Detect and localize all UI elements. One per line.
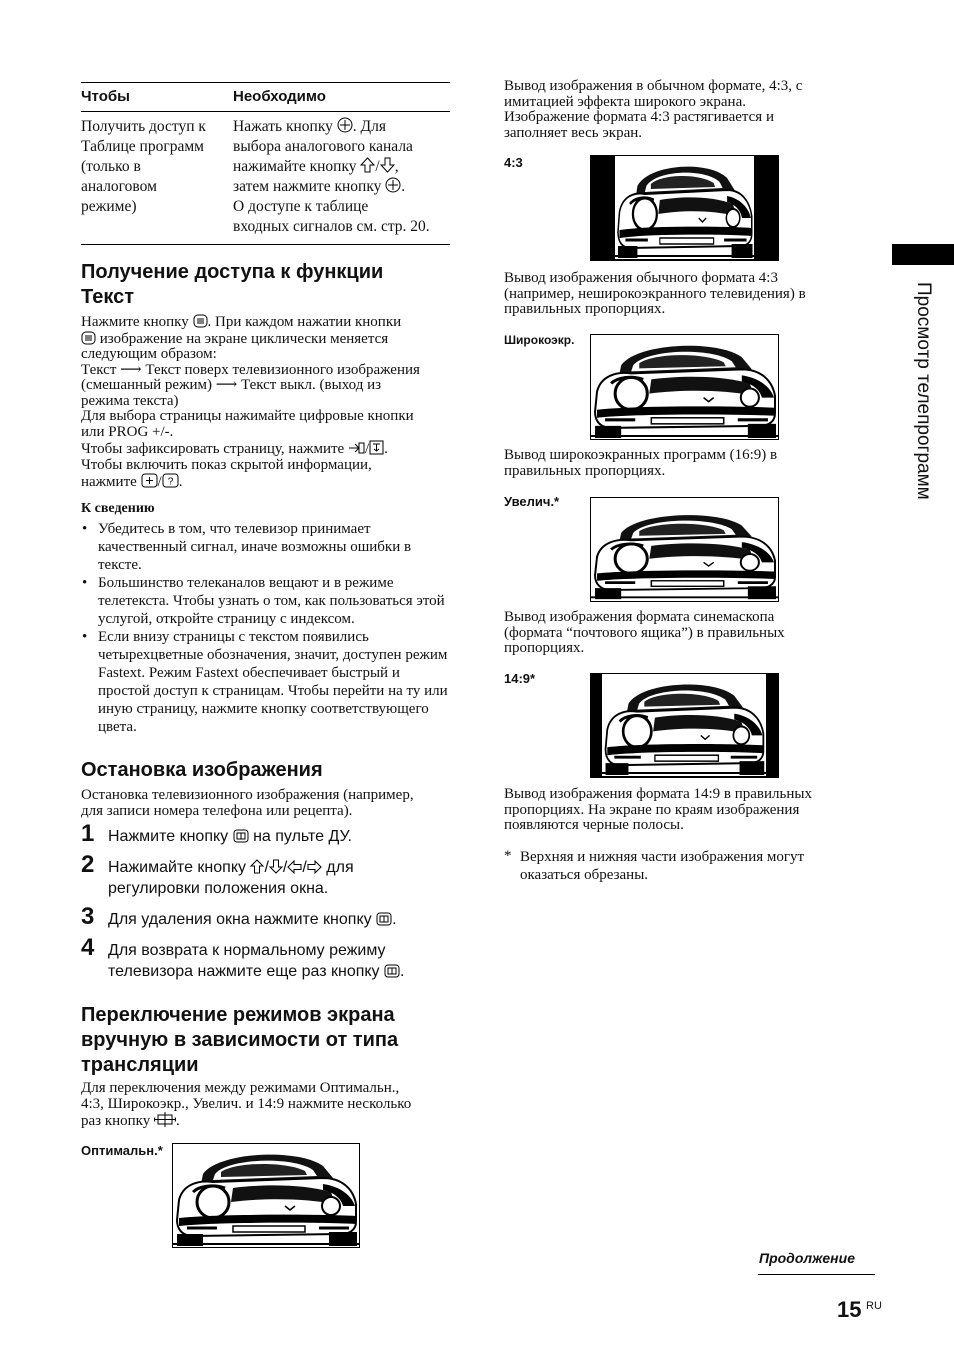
freeze-intro xyxy=(81,788,414,819)
mode-label-optimal: Оптимальн.* xyxy=(81,1143,163,1158)
step-text-a: Нажимайте кнопку xyxy=(108,859,246,876)
body-line xyxy=(81,363,453,379)
body-text: Текст xyxy=(81,361,117,378)
body-text: оказаться обрезаны. xyxy=(520,867,649,883)
heading-line: вручную в зависимости от типа xyxy=(81,1029,399,1051)
freeze-icon xyxy=(384,964,400,978)
step-text xyxy=(108,940,451,982)
body-text: . xyxy=(178,474,183,490)
desc-zoom xyxy=(504,610,785,657)
body-line xyxy=(81,440,453,458)
note-list xyxy=(81,520,453,736)
right-arrow-icon xyxy=(307,860,322,874)
car-image-4-3 xyxy=(590,155,779,261)
body-text: Вывод изображения формата синемаскопа xyxy=(504,609,775,625)
text-section-heading xyxy=(81,260,383,310)
body-line xyxy=(81,314,453,331)
body-text: Вывод изображения формата 14:9 в правильных xyxy=(504,786,812,802)
body-text: Нажмите кнопку xyxy=(81,314,189,330)
body-text: (формата “почтового ящика”) в правильных xyxy=(504,624,785,641)
body-text: Текст выкл. (выход из xyxy=(240,377,382,393)
hold-icon xyxy=(348,441,365,455)
table-text: . Для xyxy=(352,118,386,135)
mode-label-wide: Широкоэкр. xyxy=(504,333,575,347)
table-text: Получить доступ к xyxy=(81,118,206,135)
step-text-b: для xyxy=(326,859,354,876)
heading-line: Получение доступа к функции xyxy=(81,261,384,283)
body-text: Остановка телевизионного изображения (например, xyxy=(81,787,414,803)
freeze-step-4 xyxy=(81,934,451,982)
table-text: , xyxy=(394,158,399,175)
teletext-icon xyxy=(193,314,208,328)
body-text: для записи номера телефона или рецепта). xyxy=(81,802,353,819)
wide-mode-icon xyxy=(154,1112,176,1127)
desc-14-9 xyxy=(504,787,812,834)
info-table xyxy=(81,82,450,247)
table-text: нажимайте кнопку xyxy=(233,158,357,175)
freeze-step-1 xyxy=(81,820,451,847)
table-cell-left xyxy=(81,117,206,217)
body-text: правильных пропорциях. xyxy=(504,301,666,317)
reveal-icon xyxy=(141,473,158,488)
heading-line: Переключение режимов экрана xyxy=(81,1004,395,1026)
body-text: Вывод изображения обычного формата 4:3 xyxy=(504,270,778,286)
footer-rule xyxy=(758,1274,875,1275)
table-text: Таблице программ xyxy=(81,138,204,155)
note-title: К сведению xyxy=(81,501,155,516)
mode-section-heading xyxy=(81,1003,398,1078)
step-text-a: Для удаления окна нажмите кнопку xyxy=(108,911,372,928)
step-number: 2 xyxy=(81,851,95,878)
body-text: Вывод изображения в обычном формате, 4:3, с xyxy=(504,78,803,94)
footnote-text xyxy=(520,848,844,884)
down-arrow-icon xyxy=(380,157,395,173)
body-text: Чтобы зафиксировать страницу, нажмите xyxy=(81,441,345,457)
optimal-description xyxy=(504,79,802,141)
section-tab-label: Просмотр телепрограмм xyxy=(913,282,934,500)
body-text: . xyxy=(176,1113,180,1129)
freeze-step-3 xyxy=(81,903,451,930)
body-text: режима текста) xyxy=(81,392,179,409)
step-text xyxy=(108,826,451,847)
step-text xyxy=(108,909,451,930)
table-text: О доступе к таблице xyxy=(233,198,369,215)
table-text: выбора аналогового канала xyxy=(233,138,413,155)
body-line xyxy=(81,1112,411,1130)
step-number: 4 xyxy=(81,934,95,961)
body-text: нажмите xyxy=(81,474,137,490)
car-image-wide xyxy=(590,334,779,440)
body-text: имитацией эффекта широкого экрана. xyxy=(504,93,746,110)
body-text: Изображение формата 4:3 растягивается и xyxy=(504,109,774,125)
section-tab-marker xyxy=(892,244,954,265)
footnote xyxy=(504,848,844,884)
body-text: Верхняя и нижняя части изображения могут xyxy=(520,849,805,865)
text-section-body xyxy=(81,314,453,491)
body-text: Текст поверх телевизионного изображения xyxy=(145,361,420,378)
body-text: (смешанный режим) xyxy=(81,377,212,393)
freeze-step-2 xyxy=(81,851,451,899)
table-header-rule xyxy=(81,111,450,112)
body-text: пропорциях. xyxy=(504,640,585,656)
freeze-icon xyxy=(376,912,392,926)
table-text: Нажать кнопку xyxy=(233,118,333,135)
table-header-need: Необходимо xyxy=(233,88,326,105)
table-cell-right xyxy=(233,117,430,237)
table-line xyxy=(233,177,430,197)
car-image-optimal xyxy=(172,1143,360,1248)
hold-icon xyxy=(369,440,384,455)
body-line xyxy=(81,378,453,394)
page-lang: RU xyxy=(866,1300,882,1312)
body-text: Вывод широкоэкранных программ (16:9) в xyxy=(504,447,778,463)
up-arrow-icon xyxy=(250,859,264,874)
left-arrow-icon xyxy=(287,860,302,874)
list-item: • Убедитесь в том, что телевизор принимает качественный сигнал, иначе возможны ошибки в тексте. xyxy=(81,520,453,574)
desc-4-3 xyxy=(504,271,806,318)
right-arrow-glyph: ⟶ xyxy=(120,361,142,378)
step-text-b: . xyxy=(392,911,397,928)
step-text-b: . xyxy=(400,963,405,980)
step-text-c: регулировки положения окна. xyxy=(108,880,329,897)
mode-intro xyxy=(81,1081,411,1130)
body-text: изображение на экране циклически меняется xyxy=(99,330,389,347)
heading-line: трансляции xyxy=(81,1054,199,1076)
table-top-rule xyxy=(81,82,450,83)
step-text-a: Нажмите кнопку xyxy=(108,828,229,845)
table-text: режиме) xyxy=(81,198,137,215)
car-image-14-9 xyxy=(590,673,779,778)
body-text: появляются черные полосы. xyxy=(504,817,684,833)
step-number: 3 xyxy=(81,903,95,930)
freeze-section-heading: Остановка изображения xyxy=(81,759,323,781)
desc-wide xyxy=(504,448,777,479)
mode-label-zoom: Увелич.* xyxy=(504,494,560,509)
table-text: . xyxy=(401,178,406,195)
heading-line: Текст xyxy=(81,286,135,308)
body-text: заполняет весь экран. xyxy=(504,124,643,141)
mode-label-4-3: 4:3 xyxy=(504,155,523,170)
step-text: Нажимайте кнопку / / / для регулировки положения окна. xyxy=(108,859,354,897)
step-number: 1 xyxy=(81,820,95,847)
body-text: / xyxy=(157,474,162,490)
body-text: или PROG +/-. xyxy=(81,423,174,440)
body-text: правильных пропорциях. xyxy=(504,462,666,479)
body-text: пропорциях. На экране по краям изображения xyxy=(504,801,800,818)
body-text: (например, неширокоэкранного телевидения) в xyxy=(504,285,806,302)
table-text: аналоговом xyxy=(81,178,157,195)
table-text: входных сигналов см. стр. 20. xyxy=(233,218,430,235)
table-header-to: Чтобы xyxy=(81,88,130,105)
table-line: нажимайте кнопку / , xyxy=(233,158,399,175)
step-text-b: на пульте ДУ. xyxy=(253,828,352,845)
up-arrow-icon xyxy=(360,157,375,173)
table-text: затем нажмите кнопку xyxy=(233,178,382,195)
list-item: • Большинство телеканалов вещают и в режиме телетекста. Чтобы узнать о том, как пользоваться этой услугой, откройте страницу с индексом. xyxy=(81,574,453,628)
body-line xyxy=(81,473,453,491)
teletext-icon xyxy=(81,331,96,345)
body-text: следующим образом: xyxy=(81,346,217,362)
down-arrow-icon xyxy=(269,859,283,874)
mode-label-14-9: 14:9* xyxy=(504,671,536,686)
freeze-icon xyxy=(233,829,249,843)
body-text: раз кнопку xyxy=(81,1113,151,1129)
page-number: 15 xyxy=(837,1297,862,1322)
circle-plus-icon xyxy=(337,117,353,133)
body-text: / xyxy=(364,441,370,457)
car-image-zoom xyxy=(590,497,779,602)
step-text-a: Для возврата к нормальному режиму xyxy=(108,942,386,959)
circle-plus-icon xyxy=(385,177,401,193)
body-text: Чтобы включить показ скрытой информации, xyxy=(81,456,372,473)
table-line xyxy=(233,117,430,137)
body-text: . При каждом нажатии кнопки xyxy=(207,314,402,330)
list-item: • Если внизу страницы с текстом появились четырехцветные обозначения, значит, доступен режим Fastext. Режим Fastext обеспечивает быстрый и простой доступ к страницам. Чтобы перейти на ту или иную страницу, нажмите кнопку соответствующего цвета. xyxy=(81,628,453,736)
reveal-icon xyxy=(162,473,179,488)
step-text-c: телевизора нажмите еще раз кнопку xyxy=(108,963,380,980)
right-arrow-glyph: ⟶ xyxy=(215,377,238,393)
body-line xyxy=(81,331,453,348)
body-text: 4:3, Широкоэкр., Увелич. и 14:9 нажмите несколько xyxy=(81,1095,412,1112)
body-text: . xyxy=(384,441,388,457)
body-text: Для выбора страницы нажимайте цифровые кнопки xyxy=(81,408,414,424)
body-text: Для переключения между режимами Оптимальн., xyxy=(81,1080,400,1096)
continued-label: Продолжение xyxy=(759,1250,855,1266)
table-text: (только в xyxy=(81,158,141,175)
svg-text:?: ? xyxy=(167,476,173,488)
table-bottom-rule xyxy=(81,244,450,245)
footnote-mark: * xyxy=(504,848,512,864)
